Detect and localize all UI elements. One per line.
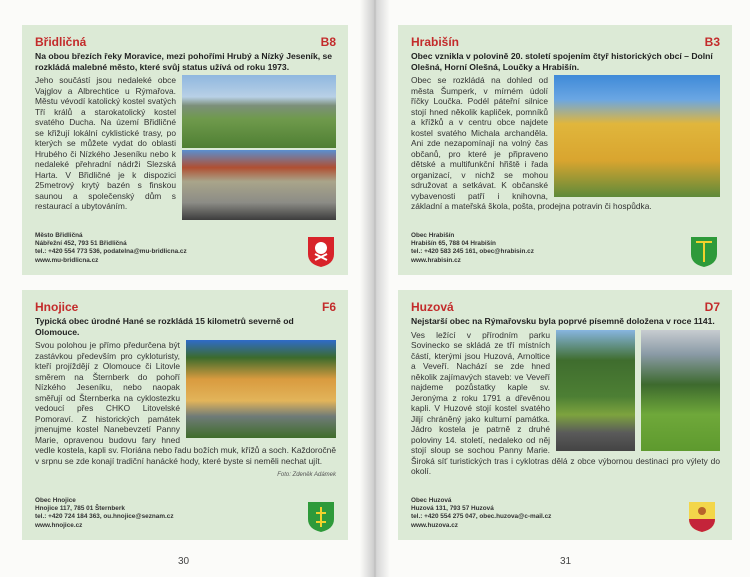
book-gutter [360, 0, 390, 577]
coat-of-arms-icon [688, 501, 716, 533]
contact-phone-email: tel.: +420 554 275 047, obec.huzova@c-mail.cz [411, 513, 552, 521]
entry-huzova [398, 290, 732, 540]
contact-phone-email: tel.: +420 554 773 536, podatelna@mu-bridlicna.cz [35, 248, 187, 256]
contact-address: Nábřežní 452, 793 51 Břidličná [35, 240, 127, 248]
contact-website: www.huzova.cz [411, 521, 458, 529]
map-code: F6 [321, 300, 336, 314]
photo-building [554, 75, 720, 197]
entry-body: Svou polohou je přímo předurčena být zastávkou především pro cykloturisty, kteří projíždějí z Olomouce či Litovle směrem na Šternberk do pohoří Nízkého Jeseníku, nebo naopak směřují od Šternberka na cyklostezku vedoucí přes CHKO Litovelské Pomoraví. Z historických památek jmenujme kostel Nanebevzetí Panny Marie, opravenou budovu fary hned vedle kostela, kapli sv. Floriána nebo řadu božích muk, křížů a soch. Každoročně v srpnu se zde konají tradiční hanácké hody, které byste si neměli nechat ujít. [35, 340, 336, 466]
coat-of-arms-icon [307, 501, 335, 533]
contact-name: Město Břidličná [35, 232, 83, 239]
page-number: 30 [178, 556, 190, 567]
coat-of-arms-icon [307, 236, 335, 268]
photo-fountains [182, 150, 336, 220]
entry-title: Břidličná [35, 35, 87, 49]
entry-lead: Obec vznikla v polovině 20. století spojením čtyř historických obcí – Dolní Olešná, Horní Olešná, Loučky a Hrabišín. [411, 51, 713, 72]
entry-title: Hnojice [35, 300, 79, 314]
contact-name: Obec Hrabišín [411, 232, 455, 239]
contact-website: www.mu-bridlicna.cz [35, 256, 99, 264]
contact-block [411, 497, 551, 530]
contact-website: www.hrabisin.cz [411, 256, 461, 264]
map-code: D7 [704, 300, 720, 314]
entry-body: Obec se rozkládá na dohled od města Šumperk, v mírném údolí říčky Loučka. Podél páteřní silnice stojí hned několik kapliček, pomníků a křížků a v centru obce najdete kostel svatého Michala archanděla. Ani zde nezapomínají na volný čas občanů, pro které je připraveno dětské a multifunkční hřiště i řada organizací, v nichž se mohou sdružovat a setkávat. K občanské vybavenosti patří i knihovna, základní a mateřská škola, pošta, prodejna potravin či hospůdka. [411, 75, 652, 212]
contact-address: Hnojice 117, 785 01 Šternberk [35, 505, 125, 513]
contact-phone-email: tel.: +420 724 184 363, ou.hnojice@seznam.cz [35, 513, 174, 521]
contact-address: Huzová 131, 793 57 Huzová [411, 505, 494, 513]
entry-lead: Typická obec úrodné Hané se rozkládá 15 kilometrů severně od Olomouce. [35, 316, 294, 337]
entry-hnojice [22, 290, 348, 540]
contact-website: www.hnojice.cz [35, 521, 83, 529]
contact-name: Obec Hnojice [35, 497, 76, 504]
contact-block [411, 232, 534, 265]
contact-block [35, 497, 174, 530]
entry-body: Ves ležící v přírodním parku Sovinecko se skládá ze tří místních částí, kterými jsou Huzová, Arnoltice a Veveří. Nachází se zde hned několik zajímavých staveb: ve Veveří najdeme pozůstatky kaple sv. Jeronýma z roku 1791 a dřevěnou kapli. V Huzové stojí kostel svatého Jiljí chráněný jako kulturní památka. Jádro kostela je patrně z druhé poloviny 14. století, nedaleko od něj stojí sloup se sochou Panny Marie. Široká síť turistických tras i cyklotras dělá z obce výbornou destinaci pro výlety do okolí. [411, 329, 720, 477]
entry-title: Huzová [411, 300, 454, 314]
contact-phone-email: tel.: +420 583 245 161, obec@hrabisin.cz [411, 248, 534, 256]
coat-of-arms-icon [690, 236, 718, 268]
photos [556, 330, 720, 451]
photo-landscape [182, 75, 336, 148]
contact-block [35, 232, 187, 265]
entry-title: Hrabišín [411, 35, 460, 49]
entry-body: Jeho součástí jsou nedaleké obce Vajglov a Albrechtice u Rýmařova. Městu vévodí katolický kostel svatých Tří králů a starokatolický kostel svatého Ducha. Na území Břidličné se křižují lokální cyklistické trasy, po kterých se můžete vydat do oblasti Hrubého či Nízkého Jeseníku nebo k nedaleké přehradní nádrži Slezská Harta. V Břidličné je k dispozici 25metrový krytý bazén s finskou saunou a společenský dům s restaurací a ubytováním. [35, 75, 176, 212]
entry-hrabisin [398, 25, 732, 275]
photo-credit: Foto: Zdeněk Adámek [277, 472, 336, 479]
photos [182, 75, 336, 220]
entry-lead: Nejstarší obec na Rýmařovsku byla poprvé písemně doložena v roce 1141. [411, 316, 715, 326]
photo-building [186, 340, 336, 438]
entry-bridlicna [22, 25, 348, 275]
contact-name: Obec Huzová [411, 497, 452, 504]
contact-address: Hrabišín 65, 788 04 Hrabišín [411, 240, 496, 248]
photo-meadow [641, 330, 720, 451]
entry-lead: Na obou březích řeky Moravice, mezi pohořími Hrubý a Nízký Jeseník, se rozkládá malebné město, které svůj status užívá od roku 1973. [35, 51, 333, 72]
map-code: B8 [320, 35, 336, 49]
page-number: 31 [560, 556, 572, 567]
map-code: B3 [704, 35, 720, 49]
photo-park-sign [556, 330, 635, 451]
